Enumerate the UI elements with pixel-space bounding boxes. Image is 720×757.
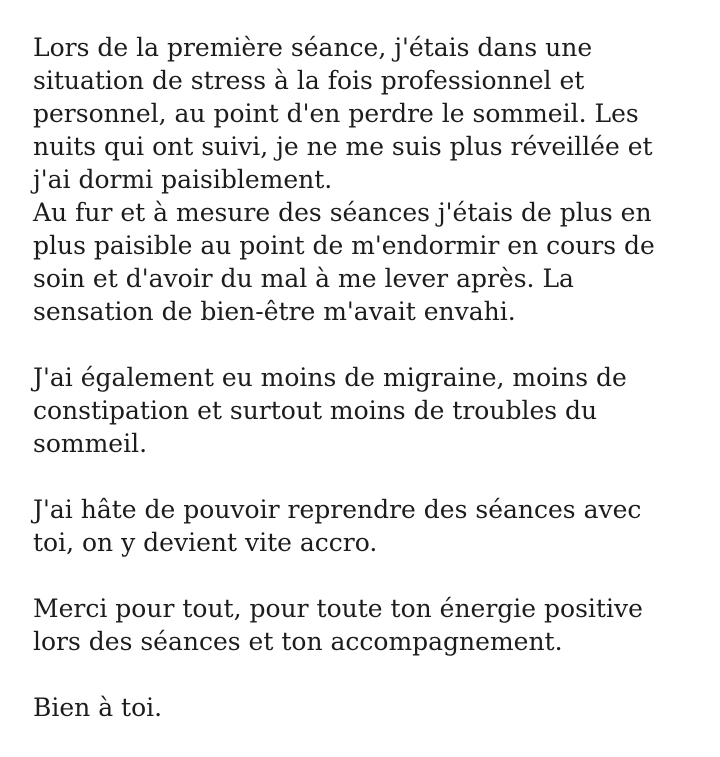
paragraph-first-session [33,31,713,328]
text-line: situation de stress à la fois professionnel et [33,66,585,95]
text-line: Bien à toi. [33,693,163,722]
testimonial-text [33,31,713,757]
text-line: Lors de la première séance, j'étais dans une [33,33,593,62]
text-line: constipation et surtout moins de troubles du [33,396,598,425]
text-line: J'ai également eu moins de migraine, moins de [33,363,627,392]
paragraph-signoff [33,691,713,724]
text-line: sensation de bien-être m'avait envahi. [33,297,516,326]
text-line: toi, on y devient vite accro. [33,528,378,557]
text-line: personnel, au point d'en perdre le sommeil. Les [33,99,639,128]
text-line: soin et d'avoir du mal à me lever après. La [33,264,574,293]
text-line: J'ai hâte de pouvoir reprendre des séances avec [33,495,642,524]
text-line: sommeil. [33,429,148,458]
text-line: nuits qui ont suivi, je ne me suis plus réveillée et [33,132,653,161]
paragraph-benefits [33,361,713,460]
paragraph-looking-forward [33,493,713,559]
text-line: lors des séances et ton accompagnement. [33,627,563,656]
text-line: Au fur et à mesure des séances j'étais de plus en [33,198,652,227]
text-line: j'ai dormi paisiblement. [33,165,333,194]
text-line: Merci pour tout, pour toute ton énergie positive [33,594,643,623]
text-line: plus paisible au point de m'endormir en cours de [33,231,655,260]
paragraph-thanks [33,592,713,658]
